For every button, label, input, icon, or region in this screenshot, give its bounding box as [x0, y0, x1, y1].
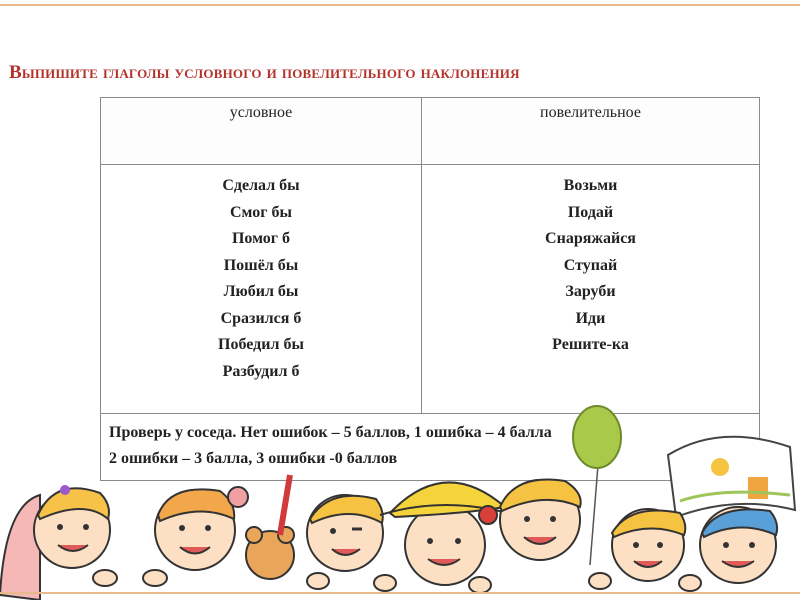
list-item: Пошёл бы — [223, 256, 299, 274]
list-item: Заруби — [565, 283, 616, 300]
list-item: Сразился б — [220, 309, 302, 327]
table-row — [101, 165, 760, 414]
child-face — [307, 495, 383, 571]
list-item: Помог б — [231, 230, 291, 247]
top-accent-line — [0, 4, 800, 6]
list-item: Смог бы — [230, 203, 292, 221]
imperative-list — [422, 165, 760, 414]
list-item: Возьми — [563, 177, 618, 194]
list-item: Снаряжайся — [545, 230, 636, 247]
table-header-row — [101, 98, 760, 165]
hands — [93, 570, 701, 593]
header-imperative: повелительное — [422, 98, 760, 165]
list-item: Победил бы — [218, 336, 304, 353]
list-item: Разбудил б — [222, 362, 300, 380]
list-item: Подай — [567, 203, 614, 221]
child-face — [380, 482, 515, 585]
child-face — [155, 487, 248, 570]
list-item: Ступай — [563, 256, 618, 274]
page-title: Выпишите глаголы условного и повелительного наклонения — [9, 62, 520, 83]
scoring-note-line-1: Проверь у соседа. Нет ошибок – 5 баллов, 1 ошибка – 4 балла — [109, 424, 552, 441]
child-face — [0, 485, 110, 600]
scoring-note-line-2: 2 ошибки – 3 балла, 3 ошибки -0 баллов — [109, 450, 398, 467]
header-conditional: условное — [101, 98, 422, 165]
list-item: Решите-ка — [552, 336, 629, 353]
child-face — [612, 509, 685, 581]
list-item: Любил бы — [223, 283, 299, 300]
list-item: Иди — [575, 309, 606, 327]
child-face — [700, 507, 777, 583]
conditional-list — [101, 165, 422, 414]
list-item: Сделал бы — [222, 177, 300, 194]
cartoon-children-illustration — [0, 395, 800, 600]
bottom-accent-line — [0, 592, 800, 594]
kids-drawing — [668, 437, 795, 517]
child-face — [500, 479, 581, 560]
teddy-bear — [246, 475, 294, 579]
